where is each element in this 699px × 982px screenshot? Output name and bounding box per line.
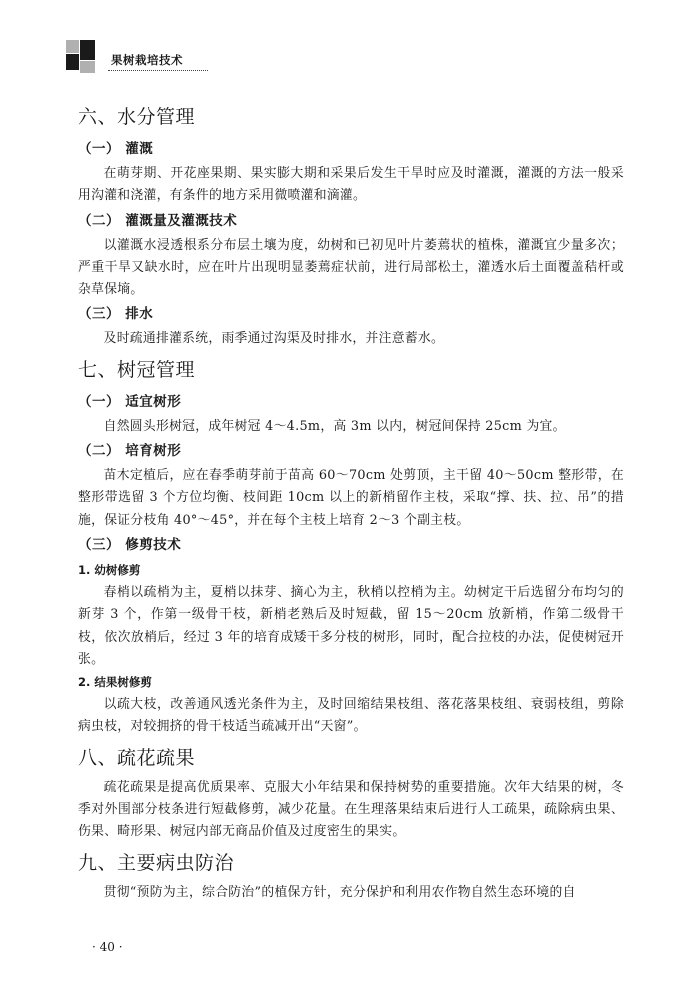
subsection-heading: （二） 灌溉量及灌溉技术: [78, 212, 238, 229]
page-body: [78, 102, 624, 904]
decorative-square: [66, 54, 79, 70]
section-heading: 七、树冠管理: [78, 358, 196, 381]
paragraph: 贯彻“预防为主，综合防治”的植保方针，充分保护和利用农作物自然生态环境的自: [103, 884, 576, 900]
paragraph: 以疏大枝，改善通风透光条件为主，及时回缩结果枝组、落花落果枝组、衰弱枝组，剪除病虫枝，对较拥挤的骨干枝适当疏减开出“天窗”。: [78, 697, 624, 735]
paragraph: 在萌芽期、开花座果期、果实膨大期和采果后发生干旱时应及时灌溉，灌溉的方法一般采用沟灌和浇灌，有条件的地方采用微喷灌和滴灌。: [78, 166, 624, 204]
section-heading: 九、主要病虫防治: [78, 851, 235, 874]
running-title: 果树栽培技术: [111, 53, 183, 67]
subsection-heading: （三） 修剪技术: [78, 536, 182, 553]
subsection-heading: （三） 排水: [78, 306, 154, 323]
paragraph: 自然圆头形树冠，成年树冠 4～4.5m，高 3m 以内，树冠间保持 25cm 为宜。: [103, 418, 566, 434]
minor-heading: 1. 幼树修剪: [78, 562, 141, 577]
section-heading: 六、水分管理: [78, 106, 196, 128]
paragraph: 春梢以疏梢为主，夏梢以抹芽、摘心为主，秋梢以控梢为主。幼树定干后选留分布均匀的新芽 3 个，作第一级骨干枝，新梢老熟后及时短截，留 15～20cm 放新梢，作第二级骨干枝，依次放梢后，经过 3 年的培育成矮干多分枝的树形，同时，配合拉枝的办法，促使树冠开张。: [78, 584, 624, 667]
page-number: · 40 ·: [92, 940, 123, 954]
paragraph: 及时疏通排灌系统，雨季通过沟渠及时排水，并注意蓄水。: [103, 331, 445, 347]
running-header: [66, 40, 226, 80]
dotted-rule: [108, 70, 208, 71]
subsection-heading: （二） 培育树形: [78, 443, 182, 460]
decorative-square: [80, 61, 95, 73]
section-heading: 八、疏花疏果: [78, 746, 196, 769]
minor-heading: 2. 结果树修剪: [78, 675, 152, 690]
paragraph: 以灌溉水浸透根系分布层土壤为度，幼树和已初见叶片萎蔫状的植株，灌溉宜少量多次；严重干旱又缺水时，应在叶片出现明显萎蔫症状前，进行局部松土，灌透水后土面覆盖秸杆或杂草保墒。: [78, 237, 624, 298]
decorative-square: [66, 40, 79, 53]
subsection-heading: （一） 灌溉: [78, 141, 154, 157]
subsection-heading: （一） 适宜树形: [78, 393, 182, 410]
paragraph: 疏花疏果是提高优质果率、克服大小年结果和保持树势的重要措施。次年大结果的树，冬季对外围部分枝条进行短截修剪，减少花量。在生理落果结束后进行人工疏果，疏除病虫果、伤果、畸形果、树冠内部无商品价值及过度密生的果实。: [78, 779, 624, 840]
decorative-square: [80, 40, 95, 60]
paragraph: 苗木定植后，应在春季萌芽前于苗高 60～70cm 处剪顶，主干留 40～50cm 整形带，在整形带选留 3 个方位均衡、枝间距 10cm 以上的新梢留作主枝，采取“撑、扶、拉、吊”的措施，保证分枝角 40°～45°，并在每个主枝上培育 2～3 个副主枝。: [78, 468, 624, 528]
